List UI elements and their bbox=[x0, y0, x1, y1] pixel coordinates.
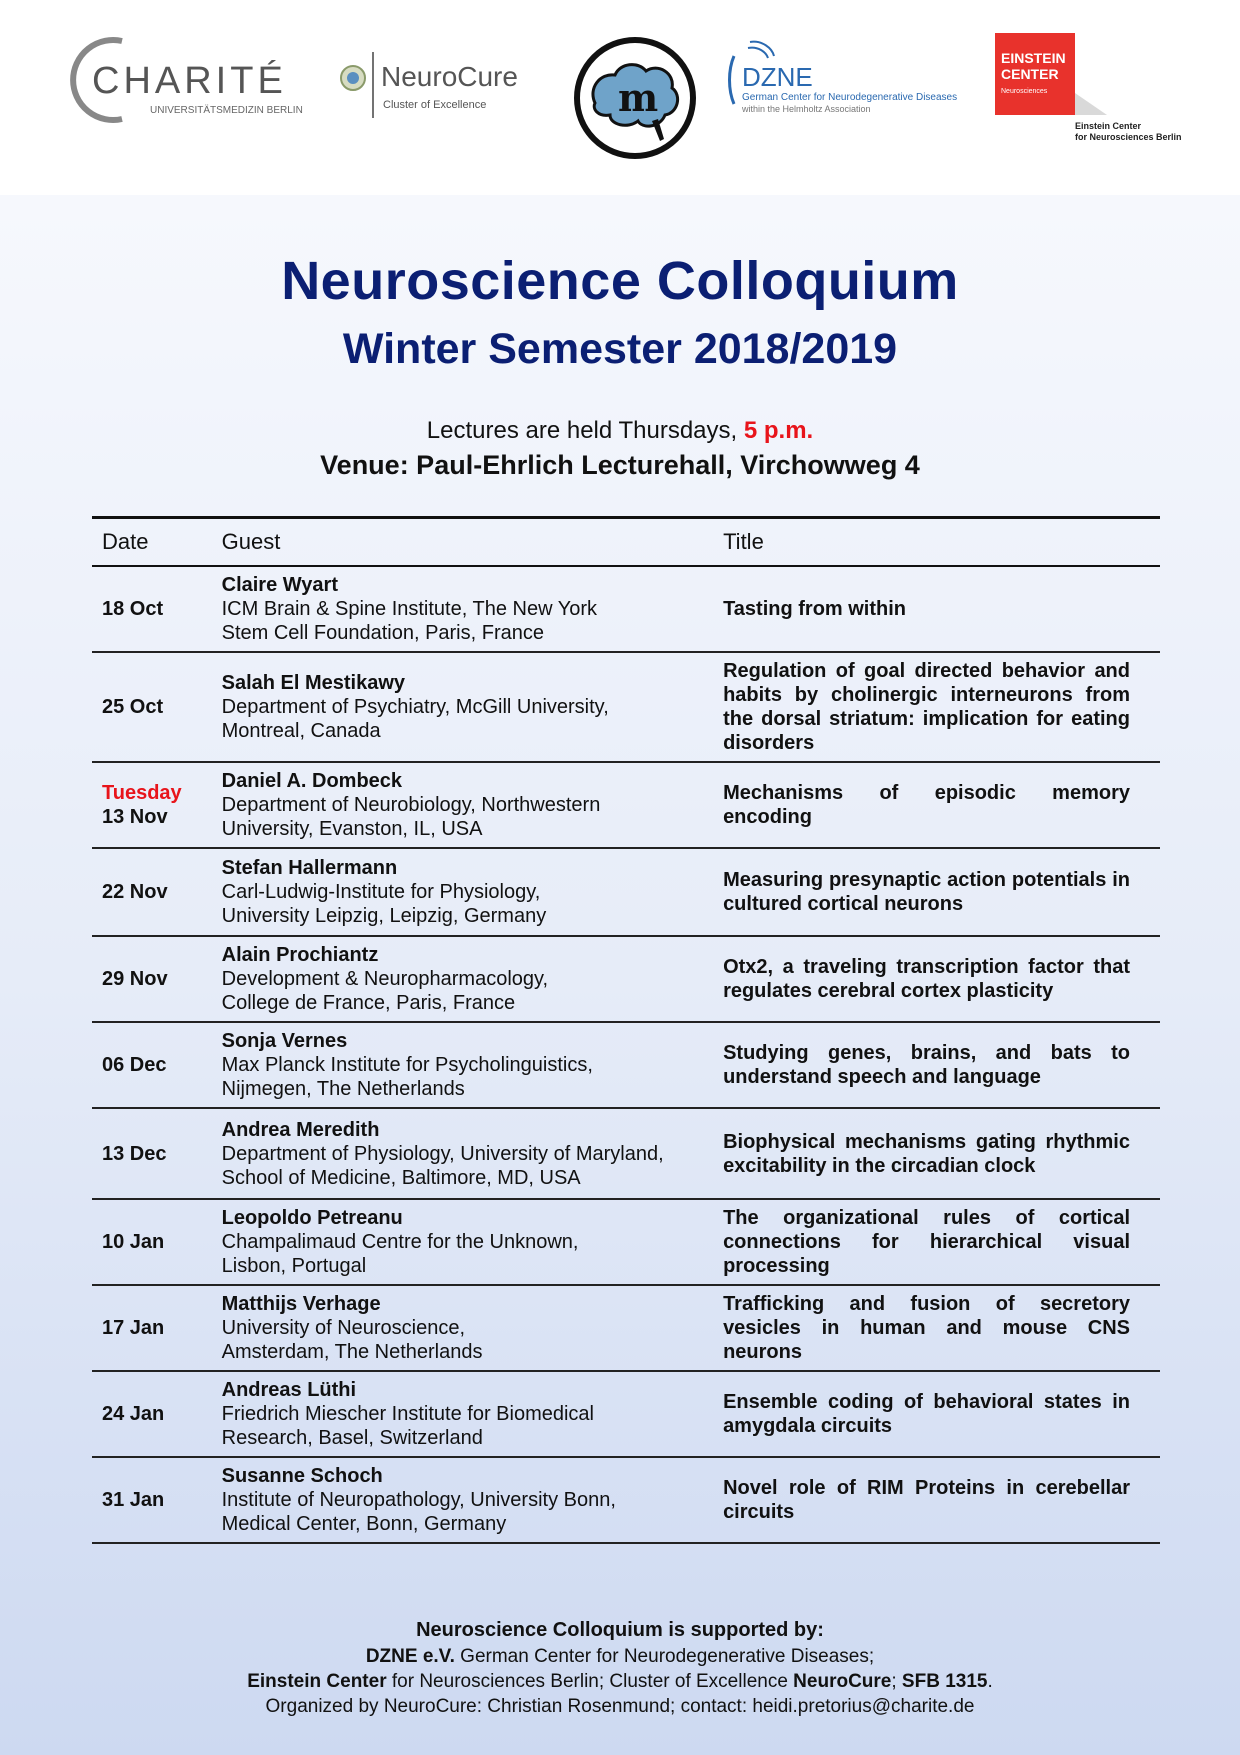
charite-logo-sub: UNIVERSITÄTSMEDIZIN BERLIN bbox=[150, 105, 303, 116]
footer-separator: ; bbox=[891, 1671, 902, 1692]
guest-affiliation: University Leipzig, Leipzig, Germany bbox=[221, 905, 547, 927]
footer-dzne-bold: DZNE e.V. bbox=[365, 1646, 455, 1667]
guest-name: Leopoldo Petreanu bbox=[221, 1207, 403, 1229]
row-date: 22 Nov bbox=[102, 881, 168, 903]
guest-affiliation: Department of Physiology, University of Maryland, bbox=[221, 1142, 664, 1165]
row-guest-cell bbox=[212, 1371, 713, 1457]
guest-name: Matthijs Verhage bbox=[221, 1293, 381, 1315]
venue-line: Venue: Paul-Ehrlich Lecturehall, Virchowweg 4 bbox=[320, 450, 920, 480]
row-guest-cell bbox=[212, 848, 713, 936]
svg-text:m: m bbox=[618, 75, 659, 120]
row-date: 13 Dec bbox=[102, 1142, 167, 1165]
talk-title: Otx2, a traveling transcription factor that regulates cerebral cortex plasticity bbox=[713, 936, 1160, 1022]
row-date-cell bbox=[92, 1457, 212, 1543]
neurocure-logo bbox=[335, 50, 535, 120]
talk-title: Biophysical mechanisms gating rhythmic excitability in the circadian clock bbox=[713, 1108, 1160, 1199]
table-row bbox=[92, 1285, 1160, 1371]
guest-affiliation: Champalimaud Centre for the Unknown, bbox=[221, 1231, 579, 1253]
row-date: 25 Oct bbox=[102, 696, 164, 718]
footer-dzne-rest: German Center for Neurodegenerative Diseases; bbox=[454, 1646, 875, 1667]
row-date: 10 Jan bbox=[102, 1231, 165, 1253]
row-guest-cell bbox=[212, 1108, 713, 1199]
guest-affiliation: Department of Neurobiology, Northwestern bbox=[221, 794, 601, 816]
einstein-logo-line1: EINSTEIN bbox=[1001, 50, 1066, 66]
footer-supported-by: Neuroscience Colloquium is supported by: bbox=[416, 1619, 824, 1641]
einstein-logo-caption1: Einstein Center bbox=[1075, 121, 1142, 131]
guest-name: Andrea Meredith bbox=[221, 1118, 380, 1141]
guest-name: Alain Prochiantz bbox=[221, 944, 379, 966]
guest-affiliation: Department of Psychiatry, McGill University, bbox=[221, 696, 609, 718]
guest-name: Andreas Lüthi bbox=[221, 1379, 357, 1401]
guest-affiliation: Nijmegen, The Netherlands bbox=[221, 1078, 465, 1100]
guest-name: Claire Wyart bbox=[221, 574, 338, 596]
guest-affiliation: School of Medicine, Baltimore, MD, USA bbox=[221, 1166, 581, 1189]
einstein-logo-line2: CENTER bbox=[1001, 66, 1059, 82]
row-date-cell bbox=[92, 1199, 212, 1285]
row-date-cell bbox=[92, 652, 212, 762]
talk-title: Tasting from within bbox=[713, 566, 1160, 652]
guest-name: Salah El Mestikawy bbox=[221, 672, 406, 694]
talk-title: The organizational rules of cortical connections for hierarchical visual processing bbox=[713, 1199, 1160, 1285]
lecture-time: 5 p.m. bbox=[743, 417, 814, 444]
page-title: Neuroscience Colloquium bbox=[281, 251, 959, 311]
row-date-cell bbox=[92, 936, 212, 1022]
guest-affiliation: Amsterdam, The Netherlands bbox=[221, 1341, 483, 1363]
footer-sfb-bold: SFB 1315 bbox=[901, 1671, 988, 1692]
table-row bbox=[92, 762, 1160, 848]
footer-einstein-bold: Einstein Center bbox=[247, 1671, 387, 1692]
dzne-logo-name: DZNE bbox=[742, 62, 813, 92]
guest-affiliation: Lisbon, Portugal bbox=[221, 1255, 367, 1277]
row-date-cell bbox=[92, 1371, 212, 1457]
footer-line-einstein bbox=[0, 1669, 1240, 1694]
guest-affiliation: Development & Neuropharmacology, bbox=[221, 968, 549, 990]
dzne-logo-line2: within the Helmholtz Association bbox=[742, 104, 871, 114]
table-row bbox=[92, 1022, 1160, 1108]
guest-affiliation: Max Planck Institute for Psycholinguistics, bbox=[221, 1054, 593, 1076]
row-date-cell bbox=[92, 1108, 212, 1199]
colloquium-brain-logo bbox=[570, 33, 700, 163]
row-guest-cell bbox=[212, 1457, 713, 1543]
guest-name: Daniel A. Dombeck bbox=[221, 770, 403, 792]
row-date: 31 Jan bbox=[102, 1489, 165, 1511]
table-row bbox=[92, 1108, 1160, 1199]
dzne-logo-line1: German Center for Neurodegenerative Diseases bbox=[742, 92, 958, 103]
row-date-cell bbox=[92, 1285, 212, 1371]
row-guest-cell bbox=[212, 762, 713, 848]
table-row bbox=[92, 848, 1160, 936]
neurocure-logo-sub: Cluster of Excellence bbox=[383, 99, 487, 111]
column-header-date: Date bbox=[92, 518, 212, 567]
footer-period: . bbox=[987, 1671, 993, 1692]
row-date-cell bbox=[92, 1022, 212, 1108]
lecture-time-prefix: Lectures are held Thursdays, bbox=[426, 417, 744, 444]
talk-title: Novel role of RIM Proteins in cerebellar circuits bbox=[713, 1457, 1160, 1543]
talk-title: Mechanisms of episodic memory encoding bbox=[713, 762, 1160, 848]
row-guest-cell bbox=[212, 1285, 713, 1371]
guest-affiliation: Carl-Ludwig-Institute for Physiology, bbox=[221, 881, 541, 903]
row-guest-cell bbox=[212, 652, 713, 762]
row-date: 17 Jan bbox=[102, 1317, 165, 1339]
table-row bbox=[92, 1199, 1160, 1285]
einstein-logo-caption2: for Neurosciences Berlin bbox=[1075, 132, 1182, 142]
column-header-title: Title bbox=[713, 518, 1160, 567]
guest-name: Susanne Schoch bbox=[221, 1465, 383, 1487]
row-date: 18 Oct bbox=[102, 598, 164, 620]
charite-logo-name: CHARITÉ bbox=[92, 60, 287, 102]
schedule-table bbox=[92, 516, 1160, 1544]
row-date: 29 Nov bbox=[102, 968, 168, 990]
table-row bbox=[92, 1457, 1160, 1543]
page-subtitle: Winter Semester 2018/2019 bbox=[342, 325, 898, 373]
talk-title: Measuring presynaptic action potentials in cultured cortical neurons bbox=[713, 848, 1160, 936]
row-date-cell bbox=[92, 762, 212, 848]
guest-name: Sonja Vernes bbox=[221, 1030, 348, 1052]
guest-affiliation: Institute of Neuropathology, University Bonn, bbox=[221, 1489, 616, 1511]
neurocure-logo-name: NeuroCure bbox=[381, 61, 518, 92]
lecture-time-line bbox=[0, 417, 1240, 445]
table-row bbox=[92, 1371, 1160, 1457]
footer-organizer-contact: Organized by NeuroCure: Christian Rosenmund; contact: heidi.pretorius@charite.de bbox=[265, 1696, 975, 1717]
dzne-logo bbox=[720, 40, 980, 120]
einstein-center-logo bbox=[995, 33, 1195, 143]
row-date: 24 Jan bbox=[102, 1403, 165, 1425]
guest-affiliation: Stem Cell Foundation, Paris, France bbox=[221, 622, 544, 644]
talk-title: Studying genes, brains, and bats to understand speech and language bbox=[713, 1022, 1160, 1108]
table-row bbox=[92, 936, 1160, 1022]
footer-neurocure-bold: NeuroCure bbox=[793, 1671, 892, 1692]
guest-name: Stefan Hallermann bbox=[221, 857, 398, 879]
footer-einstein-text: for Neurosciences Berlin; Cluster of Excellence bbox=[386, 1671, 794, 1692]
row-date-note: Tuesday bbox=[102, 782, 182, 804]
row-date-cell bbox=[92, 566, 212, 652]
talk-title: Trafficking and fusion of secretory vesicles in human and mouse CNS neurons bbox=[713, 1285, 1160, 1371]
guest-affiliation: College de France, Paris, France bbox=[221, 992, 516, 1014]
charite-logo bbox=[70, 35, 310, 125]
guest-affiliation: Montreal, Canada bbox=[221, 720, 381, 742]
column-header-guest: Guest bbox=[212, 518, 713, 567]
row-guest-cell bbox=[212, 936, 713, 1022]
table-row bbox=[92, 652, 1160, 762]
table-row bbox=[92, 566, 1160, 652]
guest-affiliation: University, Evanston, IL, USA bbox=[221, 818, 483, 840]
talk-title: Regulation of goal directed behavior and habits by cholinergic interneurons from the dorsal striatum: implication for eating disorders bbox=[713, 652, 1160, 762]
guest-affiliation: ICM Brain & Spine Institute, The New York bbox=[221, 598, 597, 620]
footer-line-dzne bbox=[0, 1644, 1240, 1669]
table-header-row bbox=[92, 518, 1160, 567]
row-date-cell bbox=[92, 848, 212, 936]
einstein-logo-line3: Neurosciences bbox=[1001, 88, 1048, 95]
row-date: 13 Nov bbox=[102, 806, 168, 828]
row-guest-cell bbox=[212, 1199, 713, 1285]
logo-bar bbox=[0, 0, 1240, 195]
row-date: 06 Dec bbox=[102, 1054, 167, 1076]
guest-affiliation: University of Neuroscience, bbox=[221, 1317, 466, 1339]
guest-affiliation: Friedrich Miescher Institute for Biomedical bbox=[221, 1403, 594, 1425]
row-guest-cell bbox=[212, 566, 713, 652]
row-guest-cell bbox=[212, 1022, 713, 1108]
guest-affiliation: Medical Center, Bonn, Germany bbox=[221, 1513, 507, 1535]
guest-affiliation: Research, Basel, Switzerland bbox=[221, 1427, 483, 1449]
talk-title: Ensemble coding of behavioral states in amygdala circuits bbox=[713, 1371, 1160, 1457]
